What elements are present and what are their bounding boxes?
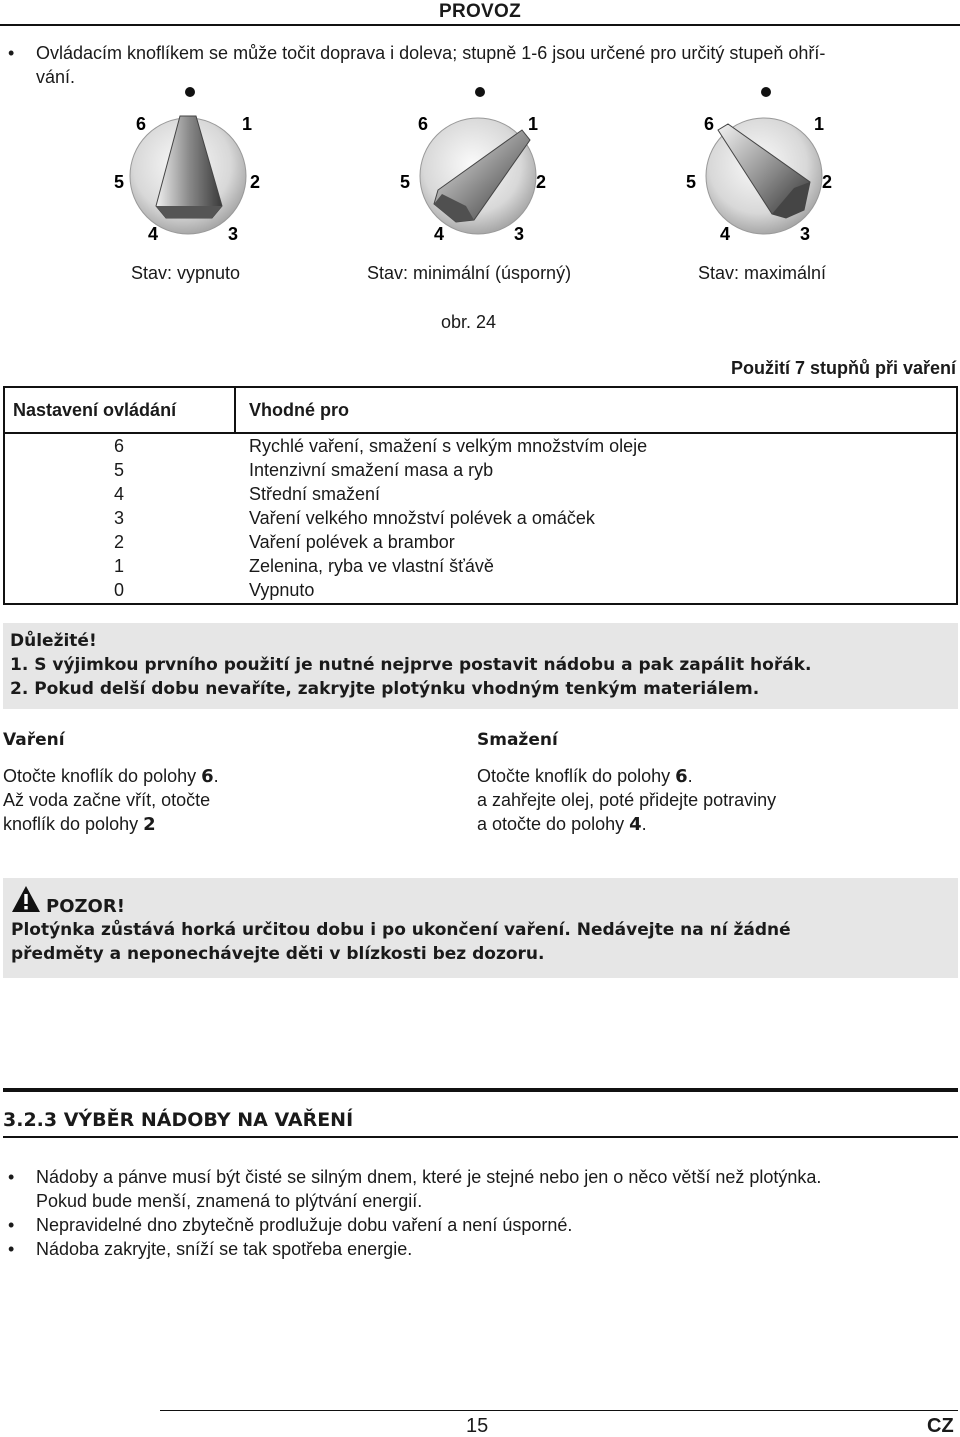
table-column-divider [234, 388, 236, 432]
knob-mark-5: 5 [114, 172, 125, 192]
knob-mark-4: 4 [720, 224, 731, 244]
knob-mark-1: 1 [814, 114, 825, 134]
section-bullet-3 [8, 1237, 958, 1261]
table-heading: Použití 7 stupňů při vaření [730, 358, 956, 378]
cooking-line-3: knoflík do polohy 2 [3, 814, 156, 835]
warning-triangle-icon [11, 885, 41, 913]
knob-mark-5: 5 [686, 172, 697, 192]
table-use-cell: Zelenina, ryba ve vlastní šťávě [249, 556, 494, 576]
knob-mark-4: 4 [434, 224, 445, 244]
knob-off [110, 78, 260, 258]
table-level-cell: 4 [113, 484, 124, 504]
frying-line-2: a zahřejte olej, poté přidejte potraviny [477, 790, 777, 810]
section-bullet-3-line-1: Nádoba zakryjte, sníží se tak spotřeba energie. [36, 1239, 413, 1259]
table-col2-header: Vhodné pro [249, 400, 349, 420]
table-level-cell: 2 [113, 532, 124, 552]
footer-rule [160, 1410, 958, 1411]
section-title: 3.2.3 VÝBĚR NÁDOBY NA VAŘENÍ [3, 1109, 354, 1131]
knob-mark-2: 2 [249, 172, 260, 192]
knob-mark-3: 3 [228, 224, 239, 244]
section-bullet-2 [8, 1213, 958, 1237]
page-header [0, 0, 960, 26]
frying-line-3: a otočte do polohy 4. [477, 814, 647, 835]
header-title: PROVOZ [438, 1, 522, 22]
section-bullet-1-line-2: Pokud bude menší, znamená to plýtvání energií. [36, 1191, 423, 1211]
knob-mark-1: 1 [242, 114, 253, 134]
knob-mark-2: 2 [821, 172, 832, 192]
table-use-cell: Vypnuto [249, 580, 315, 600]
warning-box [3, 878, 958, 978]
intro-line-2: vání. [36, 67, 76, 87]
important-title: Důležité! [10, 631, 97, 651]
language-code: CZ [927, 1415, 954, 1437]
knob-caption-minimum: Stav: minimální (úsporný) [367, 263, 572, 283]
page-number: 15 [466, 1415, 489, 1437]
table-use-cell: Vaření polévek a brambor [249, 532, 455, 552]
knob-mark-5: 5 [400, 172, 411, 192]
table-level-cell: 5 [113, 460, 124, 480]
table-use-cell: Střední smažení [249, 484, 381, 504]
section-bullet-2-line-1: Nepravidelné dno zbytečně prodlužuje dobu vaření a není úsporné. [36, 1215, 573, 1235]
table-use-cell: Rychlé vaření, smažení s velkým množstvím oleje [249, 436, 648, 456]
cooking-line-1: Otočte knoflík do polohy 6. [3, 766, 219, 787]
knob-mark-1: 1 [528, 114, 539, 134]
bullet-symbol: • [8, 1239, 15, 1259]
table-level-cell: 0 [113, 580, 124, 600]
table-col1-header: Nastavení ovládání [13, 400, 177, 420]
bullet-symbol: • [8, 1167, 15, 1187]
knob-maximum [682, 78, 832, 258]
important-item-2: 2. Pokud delší dobu nevaříte, zakryjte plotýnku vhodným tenkým materiálem. [10, 679, 760, 699]
section-bullet-1 [8, 1165, 958, 1215]
knob-caption-maximum: Stav: maximální [698, 263, 827, 283]
knob-caption-off: Stav: vypnuto [131, 263, 241, 283]
knob-mark-3: 3 [800, 224, 811, 244]
cooking-title: Vaření [3, 730, 65, 750]
knob-mark-2: 2 [535, 172, 546, 192]
knob-mark-3: 3 [514, 224, 525, 244]
bullet-symbol: • [8, 43, 15, 63]
heat-levels-table [3, 386, 958, 605]
knob-minimum [396, 78, 546, 258]
section-title-rule [3, 1136, 958, 1138]
section-top-rule [3, 1088, 958, 1092]
frying-title: Smažení [477, 730, 558, 750]
warning-line-2: předměty a neponechávejte děti v blízkosti bez dozoru. [11, 944, 545, 964]
knob-mark-4: 4 [148, 224, 159, 244]
important-item-1: 1. S výjimkou prvního použití je nutné nejprve postavit nádobu a pak zapálit hořák. [10, 655, 812, 675]
knob-mark-6: 6 [418, 114, 429, 134]
cooking-line-2: Až voda začne vřít, otočte [3, 790, 211, 810]
important-box [3, 623, 958, 709]
knob-mark-6: 6 [136, 114, 147, 134]
warning-title: POZOR! [46, 896, 125, 917]
section-bullet-1-line-1: Nádoby a pánve musí být čisté se silným dnem, které je stejné nebo jen o něco větší než plotýnka. [36, 1167, 822, 1187]
frying-line-1: Otočte knoflík do polohy 6. [477, 766, 693, 787]
table-use-cell: Vaření velkého množství polévek a omáček [249, 508, 595, 528]
intro-line-1: Ovládacím knoflíkem se může točit doprava i doleva; stupně 1-6 jsou určené pro určitý stupeň ohří- [36, 43, 826, 63]
table-level-cell: 1 [113, 556, 124, 576]
knob-mark-6: 6 [704, 114, 715, 134]
figure-label: obr. 24 [441, 312, 497, 332]
table-use-cell: Intenzivní smažení masa a ryb [249, 460, 494, 480]
table-level-cell: 3 [113, 508, 124, 528]
bullet-symbol: • [8, 1215, 15, 1235]
warning-line-1: Plotýnka zůstává horká určitou dobu i po ukončení vaření. Nedávejte na ní žádné [11, 920, 791, 940]
table-level-cell: 6 [113, 436, 124, 456]
